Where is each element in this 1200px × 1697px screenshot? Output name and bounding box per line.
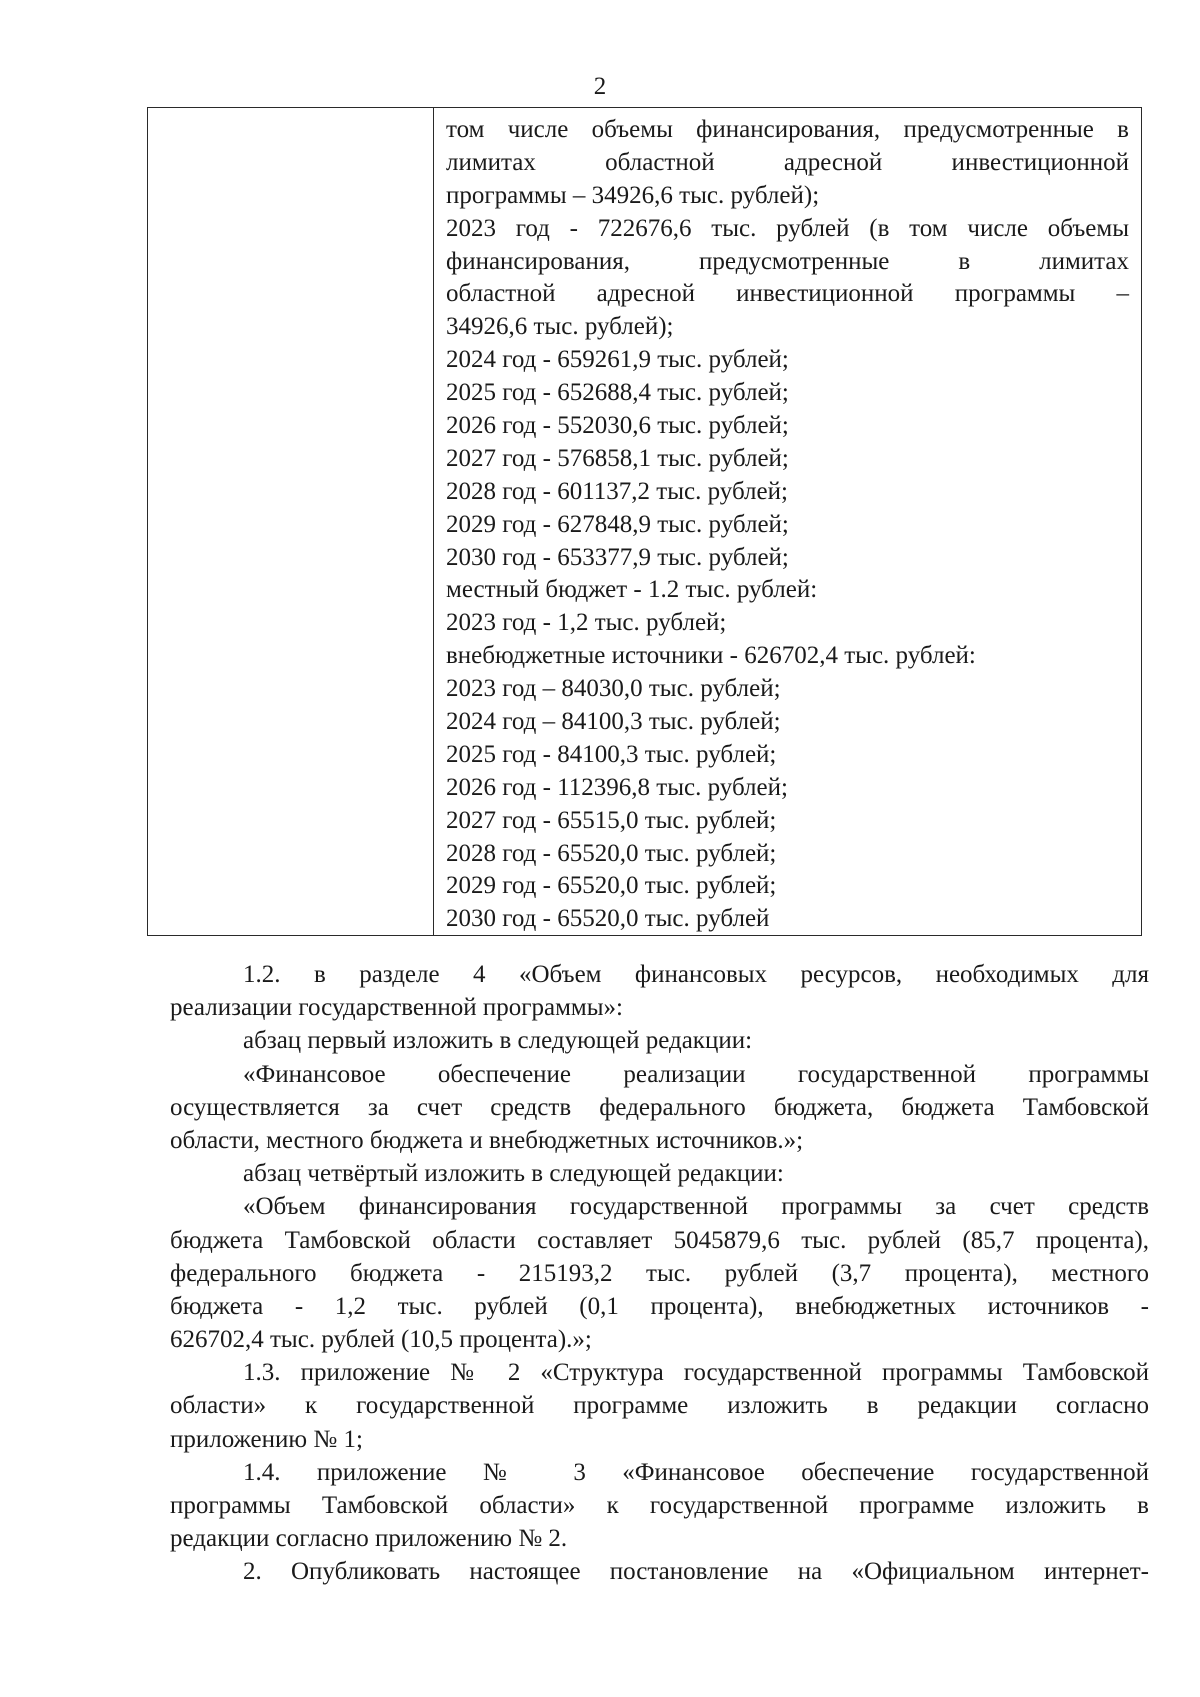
table-line: 2030 год - 65520,0 тыс. рублей (446, 905, 770, 933)
body-line: 1.2. в разделе 4 «Объем финансовых ресурсов, необходимых для (243, 961, 1149, 988)
body-line: абзац первый изложить в следующей редакции: (243, 1027, 753, 1055)
financing-table (147, 107, 1142, 936)
body-line: федерального бюджета - 215193,2 тыс. рублей (3,7 процента), местного (170, 1259, 1149, 1287)
table-line: 2027 год - 576858,1 тыс. рублей; (446, 444, 789, 472)
page-number: 2 (593, 73, 607, 100)
table-line: 2023 год – 84030,0 тыс. рублей; (446, 675, 781, 703)
table-line: областной адресной инвестиционной программы – (446, 280, 1129, 308)
table-line: 2029 год - 65520,0 тыс. рублей; (446, 872, 777, 900)
table-line: внебюджетные источники - 626702,4 тыс. рублей: (446, 642, 976, 670)
table-line: местный бюджет - 1.2 тыс. рублей: (446, 576, 818, 604)
table-line: финансирования, предусмотренные в лимитах (446, 247, 1129, 275)
table-line: том числе объемы финансирования, предусмотренные в (446, 116, 1129, 143)
table-line: 2027 год - 65515,0 тыс. рублей; (446, 806, 777, 834)
body-line: редакции согласно приложению № 2. (170, 1525, 568, 1553)
body-line: программы Тамбовской области» к государственной программе изложить в (170, 1492, 1149, 1519)
table-line: 2025 год - 652688,4 тыс. рублей; (446, 379, 789, 407)
table-line: 2023 год - 722676,6 тыс. рублей (в том числе объемы (446, 214, 1129, 242)
body-line: области» к государственной программе изложить в редакции согласно (170, 1392, 1149, 1420)
table-line: 2024 год - 659261,9 тыс. рублей; (446, 346, 789, 374)
body-line: бюджета Тамбовской области составляет 5045879,6 тыс. рублей (85,7 процента), (170, 1226, 1149, 1254)
table-line: программы – 34926,6 тыс. рублей); (446, 181, 820, 209)
body-line: приложению № 1; (170, 1425, 363, 1453)
table-line: 2028 год - 65520,0 тыс. рублей; (446, 839, 777, 867)
table-line: 2023 год - 1,2 тыс. рублей; (446, 609, 727, 637)
body-line: области, местного бюджета и внебюджетных источников.»; (170, 1126, 804, 1154)
table-line: 2025 год - 84100,3 тыс. рублей; (446, 740, 777, 768)
table-left-cell (148, 108, 434, 935)
table-line: 2026 год - 112396,8 тыс. рублей; (446, 773, 788, 801)
body-line: 2. Опубликовать настоящее постановление на «Официальном интернет- (243, 1558, 1149, 1586)
table-line: лимитах областной адресной инвестиционной (446, 148, 1129, 176)
body-line: 1.4. приложение № 3 «Финансовое обеспечение государственной (243, 1458, 1149, 1486)
table-line: 34926,6 тыс. рублей); (446, 313, 674, 341)
body-line: «Финансовое обеспечение реализации государственной программы (243, 1060, 1149, 1088)
body-line: 626702,4 тыс. рублей (10,5 процента).»; (170, 1326, 592, 1354)
table-line: 2028 год - 601137,2 тыс. рублей; (446, 477, 788, 505)
table-line: 2024 год – 84100,3 тыс. рублей; (446, 708, 781, 736)
table-line: 2029 год - 627848,9 тыс. рублей; (446, 510, 789, 538)
body-line: осуществляется за счет средств федерального бюджета, бюджета Тамбовской (170, 1093, 1149, 1121)
table-line: 2026 год - 552030,6 тыс. рублей; (446, 412, 789, 440)
body-line: бюджета - 1,2 тыс. рублей (0,1 процента), внебюджетных источников - (170, 1292, 1149, 1320)
body-line: 1.3. приложение № 2 «Структура государственной программы Тамбовской (243, 1359, 1149, 1387)
table-right-cell (446, 114, 1129, 936)
table-line: 2030 год - 653377,9 тыс. рублей; (446, 543, 789, 571)
body-line: «Объем финансирования государственной программы за счет средств (243, 1193, 1149, 1221)
document-body (170, 958, 1149, 1589)
body-line: реализации государственной программы»: (170, 994, 623, 1022)
body-line: абзац четвёртый изложить в следующей редакции: (243, 1160, 784, 1188)
